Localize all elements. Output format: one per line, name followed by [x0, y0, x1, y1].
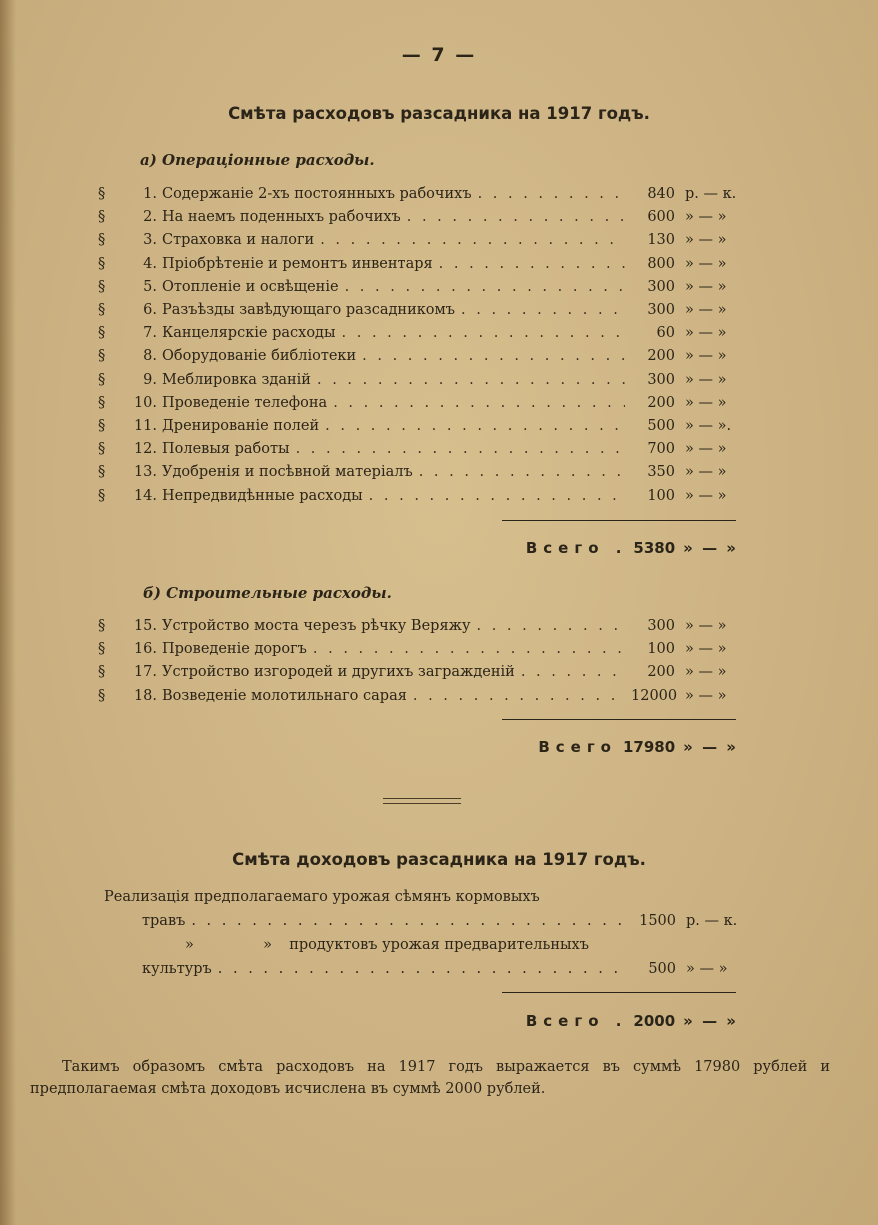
- item-unit: » — »: [685, 232, 727, 249]
- item-amount: 300: [647, 302, 675, 318]
- expense-row: [98, 638, 743, 660]
- paragraph-sign: §: [98, 302, 106, 318]
- item-unit: р. — к.: [685, 186, 737, 202]
- item-amount: 700: [647, 441, 675, 458]
- paragraph-sign: §: [98, 394, 106, 411]
- leader-dots: [413, 685, 625, 707]
- paragraph-sign: §: [98, 687, 106, 704]
- leader-dots: [342, 322, 625, 344]
- item-description: Полевыя работы: [162, 441, 290, 458]
- conclusion-paragraph: Такимъ образомъ смѣта расходовъ на 1917 годъ выражается въ суммѣ 17980 рублей и предполагаемая смѣта доходовъ исчислена въ суммѣ 2000 рублей.: [30, 1059, 830, 1097]
- item-unit: » — »: [685, 278, 727, 295]
- paragraph-sign: §: [98, 371, 106, 388]
- item-amount: 500: [647, 418, 675, 434]
- paragraph-sign: §: [98, 186, 106, 202]
- item-description: Проведеніе телефона: [162, 394, 328, 411]
- leader-dots: [320, 229, 625, 251]
- paragraph-sign: §: [98, 325, 106, 342]
- item-description: Меблировка зданій: [162, 371, 311, 388]
- paragraph-sign: §: [98, 418, 106, 434]
- item-amount: 600: [647, 209, 675, 226]
- item-unit: » — »: [685, 255, 727, 272]
- total-rule-a: [502, 520, 736, 521]
- item-unit: » — »: [685, 371, 727, 388]
- total-unit: » — »: [683, 1012, 738, 1030]
- paragraph-sign: §: [98, 618, 106, 634]
- total-label: Всего .: [525, 539, 628, 557]
- income-item-text: культуръ: [142, 961, 212, 977]
- leader-dots: [191, 910, 626, 932]
- item-number: 5.: [143, 278, 157, 295]
- paragraph-sign: §: [98, 278, 106, 295]
- leader-dots: [296, 438, 625, 460]
- leader-dots: [313, 638, 625, 660]
- leader-dots: [419, 461, 625, 483]
- leader-dots: [461, 299, 625, 321]
- item-amount: 300: [647, 278, 675, 295]
- leader-dots: [218, 958, 626, 980]
- income-amount: 500: [648, 961, 676, 977]
- income-unit: » — »: [686, 961, 728, 977]
- total-amount: 2000: [633, 1012, 676, 1030]
- expense-row: [98, 661, 743, 683]
- item-unit: » — »: [685, 325, 727, 342]
- item-number: 17.: [133, 664, 157, 681]
- item-unit: » — »: [685, 302, 727, 318]
- page-edge-shadow: [0, 0, 16, 1225]
- leader-dots: [362, 345, 625, 367]
- expense-row: [98, 345, 743, 367]
- total-label: Всего .: [525, 1012, 628, 1030]
- income-line-2: [142, 910, 744, 932]
- item-number: 9.: [143, 371, 157, 388]
- item-unit: » — »: [685, 441, 727, 458]
- income-item-text: травъ: [142, 913, 186, 929]
- leader-dots: [476, 615, 625, 637]
- leader-dots: [439, 253, 625, 275]
- expense-row: [98, 461, 743, 483]
- section-b-heading: б) Строительные расходы.: [143, 584, 392, 602]
- item-description: На наемъ поденныхъ рабочихъ: [162, 209, 401, 226]
- item-description: Разъѣзды завѣдующаго разсадникомъ: [162, 302, 456, 318]
- item-amount: 300: [647, 371, 675, 388]
- item-number: 7.: [143, 325, 157, 342]
- page-number: — 7 —: [401, 44, 477, 66]
- item-number: 8.: [143, 348, 157, 365]
- item-number: 14.: [133, 487, 157, 504]
- income-line-1: Реализація предполагаемаго урожая сѣмянъ кормовыхъ: [104, 889, 540, 905]
- total-amount: 5380: [633, 539, 676, 557]
- paragraph-sign: §: [98, 232, 106, 249]
- expense-row: [98, 415, 743, 437]
- item-description: Содержаніе 2-хъ постоянныхъ рабочихъ: [162, 186, 472, 202]
- expense-row: [98, 369, 743, 391]
- paragraph-sign: §: [98, 641, 106, 658]
- item-description: Пріобрѣтеніе и ремонтъ инвентаря: [162, 255, 433, 272]
- item-number: 2.: [143, 209, 157, 226]
- item-description: Удобренія и посѣвной матеріалъ: [162, 464, 413, 481]
- expense-row: [98, 276, 743, 298]
- expense-row: [98, 253, 743, 275]
- section-separator: [383, 798, 461, 804]
- paragraph-sign: §: [98, 255, 106, 272]
- item-number: 4.: [143, 255, 157, 272]
- leader-dots: [478, 183, 625, 205]
- item-number: 11.: [133, 418, 157, 434]
- item-unit: » — »: [685, 394, 727, 411]
- item-amount: 350: [647, 464, 675, 481]
- item-number: 1.: [143, 186, 157, 202]
- expense-row: [98, 392, 743, 414]
- paragraph-sign: §: [98, 664, 106, 681]
- item-amount: 200: [647, 664, 675, 681]
- total-label: Всего: [538, 738, 617, 756]
- section-b-total: [538, 738, 738, 756]
- item-amount: 300: [647, 618, 675, 634]
- item-description: Устройство изгородей и другихъ загражденій: [162, 664, 515, 681]
- income-line-3: [185, 934, 589, 956]
- item-amount: 800: [647, 255, 675, 272]
- item-unit: » — »: [685, 687, 727, 704]
- expense-row: [98, 685, 743, 707]
- item-unit: » — »: [685, 209, 727, 226]
- expense-row: [98, 206, 743, 228]
- leader-dots: [521, 661, 625, 683]
- item-description: Проведеніе дорогъ: [162, 641, 307, 658]
- leader-dots: [369, 485, 625, 507]
- total-rule-income: [502, 992, 736, 993]
- expenses-title: Смѣта расходовъ разсадника на 1917 годъ.: [228, 104, 650, 123]
- paragraph-sign: §: [98, 209, 106, 226]
- expense-row: [98, 183, 743, 205]
- leader-dots: [407, 206, 625, 228]
- item-number: 6.: [143, 302, 157, 318]
- item-description: Устройство моста черезъ рѣчку Веряжу: [162, 618, 471, 634]
- expense-row: [98, 438, 743, 460]
- ditto-mark: »: [263, 937, 272, 953]
- item-unit: » — »: [685, 664, 727, 681]
- income-total: [526, 1012, 738, 1030]
- income-unit: р. — к.: [686, 913, 738, 929]
- income-amount: 1500: [639, 913, 676, 929]
- item-description: Отопленіе и освѣщеніе: [162, 278, 339, 295]
- item-unit: » — »: [685, 487, 727, 504]
- item-description: Канцелярскіе расходы: [162, 325, 336, 342]
- item-description: Оборудованіе библіотеки: [162, 348, 357, 365]
- item-number: 16.: [133, 641, 157, 658]
- item-unit: » — »: [685, 641, 727, 658]
- paragraph-sign: §: [98, 441, 106, 458]
- item-amount: 840: [647, 186, 675, 202]
- item-number: 3.: [143, 232, 157, 249]
- item-number: 13.: [133, 464, 157, 481]
- leader-dots: [345, 276, 625, 298]
- leader-dots: [325, 415, 625, 437]
- item-description: Непредвидѣнные расходы: [162, 487, 363, 504]
- item-unit: » — »: [685, 464, 727, 481]
- expense-row: [98, 229, 743, 251]
- item-unit: » — »: [685, 348, 727, 365]
- expense-row: [98, 299, 743, 321]
- item-amount: 60: [656, 325, 675, 342]
- leader-dots: [317, 369, 625, 391]
- income-line-4: [142, 958, 744, 980]
- item-description: Страховка и налоги: [162, 232, 315, 249]
- item-amount: 12000: [631, 687, 678, 704]
- item-description: Дренированіе полей: [162, 418, 320, 434]
- paragraph-sign: §: [98, 348, 106, 365]
- income-title: Смѣта доходовъ разсадника на 1917 годъ.: [232, 850, 646, 869]
- item-number: 10.: [133, 394, 157, 411]
- paragraph-sign: §: [98, 464, 106, 481]
- item-unit: » — ».: [685, 418, 732, 434]
- item-amount: 200: [647, 394, 675, 411]
- income-item-text: продуктовъ урожая предварительныхъ: [289, 937, 589, 953]
- total-rule-b: [502, 719, 736, 720]
- section-a-heading: а) Операціонные расходы.: [140, 151, 375, 169]
- item-amount: 100: [647, 487, 675, 504]
- item-number: 12.: [133, 441, 157, 458]
- total-unit: » — »: [683, 539, 738, 557]
- paragraph-sign: §: [98, 487, 106, 504]
- item-number: 18.: [133, 687, 157, 704]
- item-description: Возведеніе молотильнаго сарая: [162, 687, 407, 704]
- item-amount: 130: [647, 232, 675, 249]
- expense-row: [98, 615, 743, 637]
- leader-dots: [333, 392, 625, 414]
- total-unit: » — »: [683, 738, 738, 756]
- item-unit: » — »: [685, 618, 727, 634]
- expense-row: [98, 322, 743, 344]
- section-a-total: [526, 539, 738, 557]
- ditto-mark: »: [185, 937, 194, 953]
- item-amount: 200: [647, 348, 675, 365]
- item-amount: 100: [647, 641, 675, 658]
- total-amount: 17980: [622, 738, 676, 756]
- expense-row: [98, 485, 743, 507]
- item-number: 15.: [133, 618, 157, 634]
